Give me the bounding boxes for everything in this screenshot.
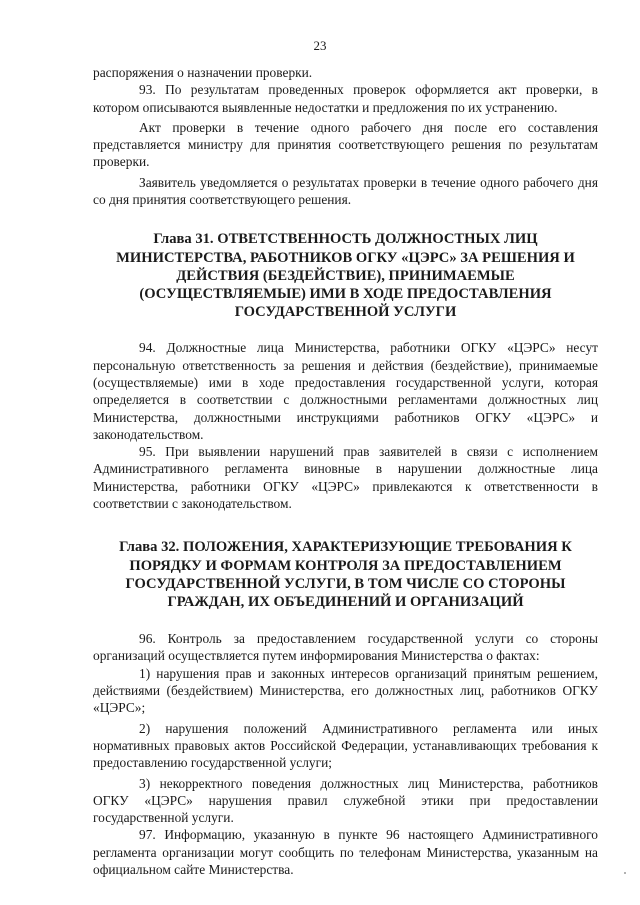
paragraph-96: 96. Контроль за предоставлением государственной услуги со стороны организаций осуществляется путем информирования Министерства о фактах:: [93, 631, 598, 664]
scan-speck: [624, 872, 626, 874]
paragraph-94: 94. Должностные лица Министерства, работники ОГКУ «ЦЭРС» несут персональную ответственность за решения и действия (бездействие), принимаемые (осуществляемые) ими в ходе предоставления государственной услуги, которая определяется в соответствии с должностными регламентами должностных лиц Министерства, должностными инструкциями работников ОГКУ «ЦЭРС» и законодательством.: [93, 340, 598, 442]
paragraph-continuation: распоряжения о назначении проверки.: [93, 65, 313, 80]
list-item-3: 3) некорректного поведения должностных лиц Министерства, работников ОГКУ «ЦЭРС» нарушения правил служебной этики при предоставлении государственной услуги.: [93, 775, 598, 826]
page-body: [93, 64, 598, 878]
paragraph-97: 97. Информацию, указанную в пункте 96 настоящего Административного регламента организации могут сообщить по телефонам Министерства, указанным на официальном сайте Министерства.: [93, 827, 598, 878]
chapter-32-heading: Глава 32. ПОЛОЖЕНИЯ, ХАРАКТЕРИЗУЮЩИЕ ТРЕБОВАНИЯ К ПОРЯДКУ И ФОРМАМ КОНТРОЛЯ ЗА ПРЕДОСТАВЛЕНИЕМ ГОСУДАРСТВЕННОЙ УСЛУГИ, В ТОМ ЧИСЛЕ СО СТОРОНЫ ГРАЖДАН, ИХ ОБЪЕДИНЕНИЙ И ОРГАНИЗАЦИЙ: [119, 539, 572, 610]
paragraph-applicant-notice: Заявитель уведомляется о результатах проверки в течение одного рабочего дня со дня принятия соответствующего решения.: [93, 174, 598, 208]
paragraph-93: 93. По результатам проведенных проверок оформляется акт проверки, в котором описываются выявленные недостатки и предложения по их устранению.: [93, 82, 598, 115]
list-item-1: 1) нарушения прав и законных интересов организаций принятым решением, действиями (бездействием) Министерства, его должностных лиц, работников ОГКУ «ЦЭРС»;: [93, 665, 598, 716]
paragraph-inspection-act: Акт проверки в течение одного рабочего дня после его составления представляется министру для принятия соответствующего решения по результатам проверки.: [93, 119, 598, 170]
paragraph-95: 95. При выявлении нарушений прав заявителей в связи с исполнением Административного регламента виновные в нарушении должностные лица Министерства, работники ОГКУ «ЦЭРС» привлекаются к ответственности в соответствии с законодательством.: [93, 444, 598, 512]
chapter-31-heading: Глава 31. ОТВЕТСТВЕННОСТЬ ДОЛЖНОСТНЫХ ЛИЦ МИНИСТЕРСТВА, РАБОТНИКОВ ОГКУ «ЦЭРС» ЗА РЕШЕНИЯ И ДЕЙСТВИЯ (БЕЗДЕЙСТВИЕ), ПРИНИМАЕМЫЕ (ОСУЩЕСТВЛЯЕМЫЕ) ИМИ В ХОДЕ ПРЕДОСТАВЛЕНИЯ ГОСУДАРСТВЕННОЙ УСЛУГИ: [116, 231, 575, 321]
page-number: 23: [313, 38, 327, 53]
list-item-2: 2) нарушения положений Административного регламента или иных нормативных правовых актов Российской Федерации, устанавливающих требования к предоставлению государственной услуги;: [93, 720, 598, 771]
